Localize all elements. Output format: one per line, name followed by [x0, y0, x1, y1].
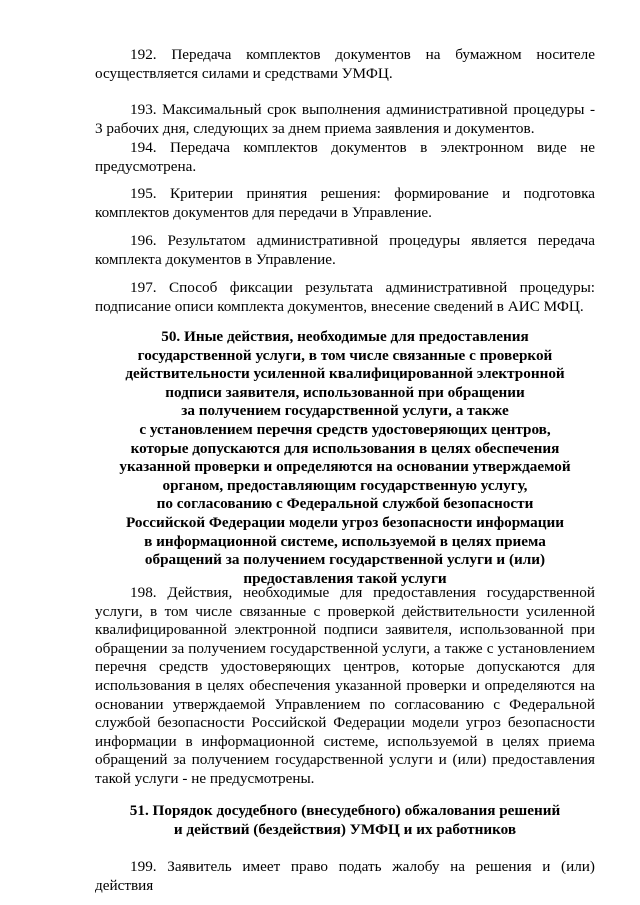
paragraph-text: Способ фиксации результата административной процедуры: подписание описи комплекта документов, внесение сведений в АИС МФЦ. [95, 279, 596, 315]
heading-line: государственной услуги, в том числе связанные с проверкой [137, 346, 553, 364]
paragraph-text: Передача комплектов документов в электронном виде не предусмотрена. [95, 139, 595, 175]
paragraph-text: Действия, необходимые для предоставления государственной услуги, в том числе связанные с проверкой действительности усиленной квалифицированной электронной подписи заявителя, использованной при обращении за получением государственной услуги, а также с установлением перечня средств удостоверяющих центров, которые допускаются для использования в целях обеспечения указанной проверки и определяются на основании утверждаемой Управлением по согласованию с Федеральной службой безопасности Российской Федерации модели угроз безопасности информации в информационной системе, используемой в целях приема обращений за получением государственной услуги и (или) предоставления такой услуги - не предусмотрены. [95, 584, 595, 787]
paragraph-197 [95, 279, 595, 316]
heading-line: с установлением перечня средств удостоверяющих центров, [139, 420, 551, 438]
paragraph-198 [95, 584, 595, 789]
paragraph-number: 195. [130, 185, 157, 202]
heading-line: подписи заявителя, использованной при обращении [165, 383, 525, 401]
paragraph-text: Заявитель имеет право подать жалобу на решения и (или) действия [95, 858, 595, 894]
paragraph-text: Результатом административной процедуры является передача комплекта документов в Управление. [95, 232, 595, 268]
paragraph-192 [95, 46, 595, 83]
heading-line: предоставления такой услуги [243, 569, 447, 587]
paragraph-199 [95, 858, 595, 895]
heading-line: органом, предоставляющим государственную услугу, [162, 476, 528, 494]
section-heading-50 [70, 328, 620, 588]
heading-line: указанной проверки и определяются на основании утверждаемой [119, 458, 571, 476]
paragraph-number: 197. [130, 279, 157, 296]
paragraph-195 [95, 185, 595, 222]
paragraph-text: Максимальный срок выполнения административной процедуры - 3 рабочих дня, следующих за днем приема заявления и документов. [95, 101, 596, 137]
heading-line: и действий (бездействия) УМФЦ и их работников [173, 820, 517, 838]
heading-line: в информационной системе, используемой в целях приема [144, 532, 546, 550]
paragraph-text: Критерии принятия решения: формирование и подготовка комплектов документов для передачи в Управление. [95, 185, 595, 221]
heading-line: 51. Порядок досудебного (внесудебного) обжалования решений [129, 802, 561, 819]
paragraph-number: 193. [130, 101, 157, 118]
paragraph-text: Передача комплектов документов на бумажном носителе осуществляется силами и средствами УМФЦ. [95, 46, 595, 82]
heading-line: Российской Федерации модели угроз безопасности информации [125, 513, 565, 531]
heading-line: за получением государственной услуги, а также [181, 402, 509, 420]
paragraph-194 [95, 139, 595, 176]
heading-line: которые допускаются для использования в целях обеспечения [130, 439, 560, 457]
heading-line: 50. Иные действия, необходимые для предоставления [161, 328, 529, 345]
heading-line: действительности усиленной квалифицированной электронной [125, 365, 565, 383]
section-heading-51 [70, 802, 620, 839]
heading-line: по согласованию с Федеральной службой безопасности [156, 495, 534, 513]
paragraph-number: 192. [130, 46, 157, 63]
paragraph-number: 199. [130, 858, 157, 875]
paragraph-number: 194. [130, 139, 157, 156]
paragraph-number: 196. [130, 232, 157, 249]
paragraph-number: 198. [130, 584, 157, 601]
paragraph-193 [95, 101, 595, 138]
paragraph-196 [95, 232, 595, 269]
heading-line: обращений за получением государственной услуги и (или) [144, 551, 546, 569]
